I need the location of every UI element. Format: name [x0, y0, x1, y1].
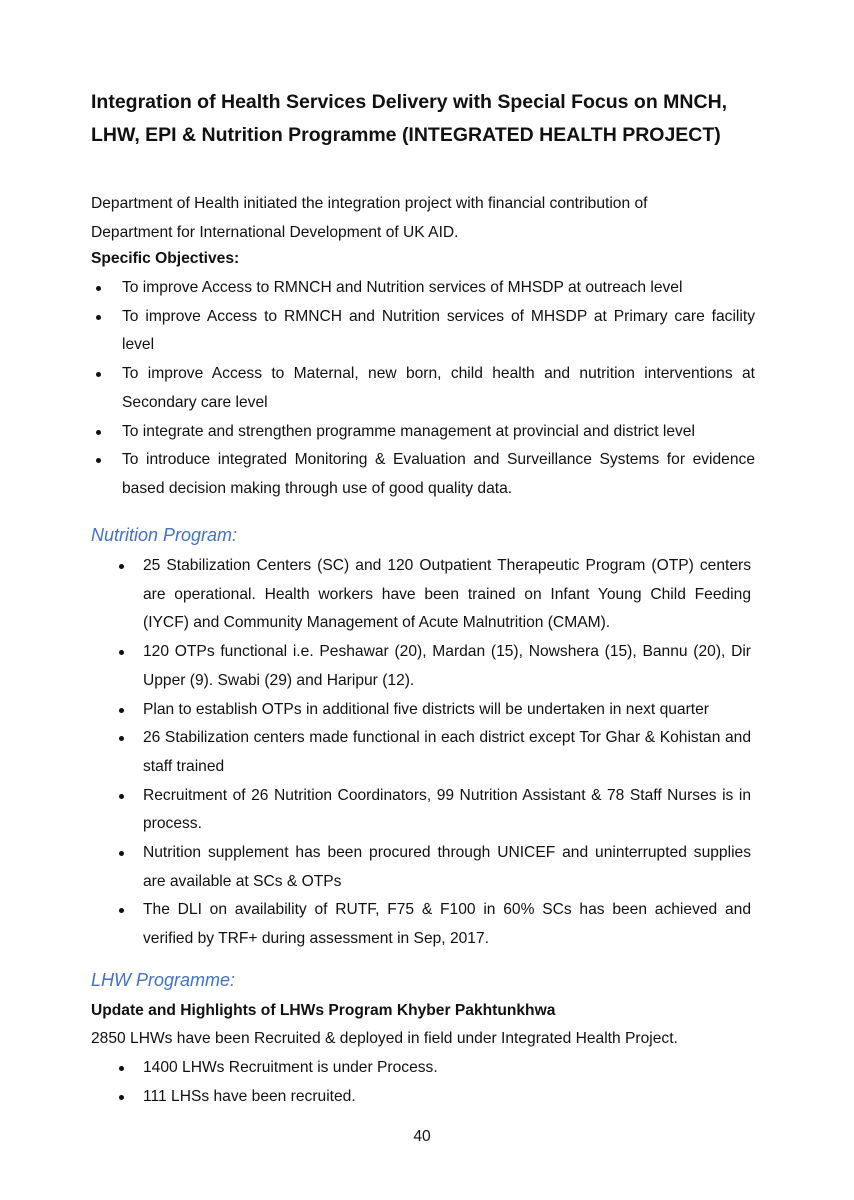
lhw-subheading: Update and Highlights of LHWs Program Khyber Pakhtunkhwa	[91, 1002, 556, 1019]
lhw-list	[91, 1054, 751, 1111]
bullet-icon	[96, 286, 101, 291]
list-item: To introduce integrated Monitoring & Evaluation and Surveillance Systems for evidence based decision making through use of good quality data.	[91, 446, 755, 503]
list-item: To improve Access to RMNCH and Nutrition services of MHSDP at outreach level	[91, 274, 755, 303]
list-item: To improve Access to Maternal, new born, child health and nutrition interventions at Secondary care level	[91, 360, 755, 417]
bullet-icon	[119, 564, 124, 569]
bullet-icon	[119, 650, 124, 655]
nutrition-list	[91, 552, 751, 954]
intro-paragraph: Department of Health initiated the integration project with financial contribution of Department for International Development of UK AID.	[91, 195, 648, 241]
list-item: Nutrition supplement has been procured through UNICEF and uninterrupted supplies are available at SCs & OTPs	[91, 839, 751, 896]
lhw-heading: LHW Programme:	[91, 970, 236, 990]
page-number: 40	[413, 1128, 431, 1145]
bullet-icon	[96, 372, 101, 377]
nutrition-heading: Nutrition Program:	[91, 525, 238, 545]
list-item: Plan to establish OTPs in additional five districts will be undertaken in next quarter	[91, 696, 751, 725]
list-item: The DLI on availability of RUTF, F75 & F100 in 60% SCs has been achieved and verified by TRF+ during assessment in Sep, 2017.	[91, 896, 751, 953]
bullet-icon	[119, 736, 124, 741]
list-item: To integrate and strengthen programme management at provincial and district level	[91, 418, 755, 447]
list-item: 26 Stabilization centers made functional in each district except Tor Ghar & Kohistan and staff trained	[91, 724, 751, 781]
lhw-paragraph: 2850 LHWs have been Recruited & deployed in field under Integrated Health Project.	[91, 1030, 678, 1047]
bullet-icon	[119, 908, 124, 913]
bullet-icon	[96, 458, 101, 463]
bullet-icon	[96, 430, 101, 435]
list-item: To improve Access to RMNCH and Nutrition services of MHSDP at Primary care facility level	[91, 303, 755, 360]
page-title: Integration of Health Services Delivery with Special Focus on MNCH, LHW, EPI & Nutrition Programme (INTEGRATED HEALTH PROJECT)	[91, 91, 728, 146]
bullet-icon	[96, 315, 101, 320]
objectives-heading: Specific Objectives:	[91, 250, 240, 267]
list-item: 111 LHSs have been recruited.	[91, 1083, 751, 1112]
bullet-icon	[119, 794, 124, 799]
bullet-icon	[119, 851, 124, 856]
bullet-icon	[119, 1095, 124, 1100]
list-item: 1400 LHWs Recruitment is under Process.	[91, 1054, 751, 1083]
list-item: 25 Stabilization Centers (SC) and 120 Outpatient Therapeutic Program (OTP) centers are operational. Health workers have been trained on Infant Young Child Feeding (IYCF) and Community Management of Acute Malnutrition (CMAM).	[91, 552, 751, 638]
bullet-icon	[119, 708, 124, 713]
bullet-icon	[119, 1066, 124, 1071]
objectives-list	[91, 274, 755, 504]
list-item: Recruitment of 26 Nutrition Coordinators, 99 Nutrition Assistant & 78 Staff Nurses is in process.	[91, 782, 751, 839]
list-item: 120 OTPs functional i.e. Peshawar (20), Mardan (15), Nowshera (15), Bannu (20), Dir Upper (9). Swabi (29) and Haripur (12).	[91, 638, 751, 695]
